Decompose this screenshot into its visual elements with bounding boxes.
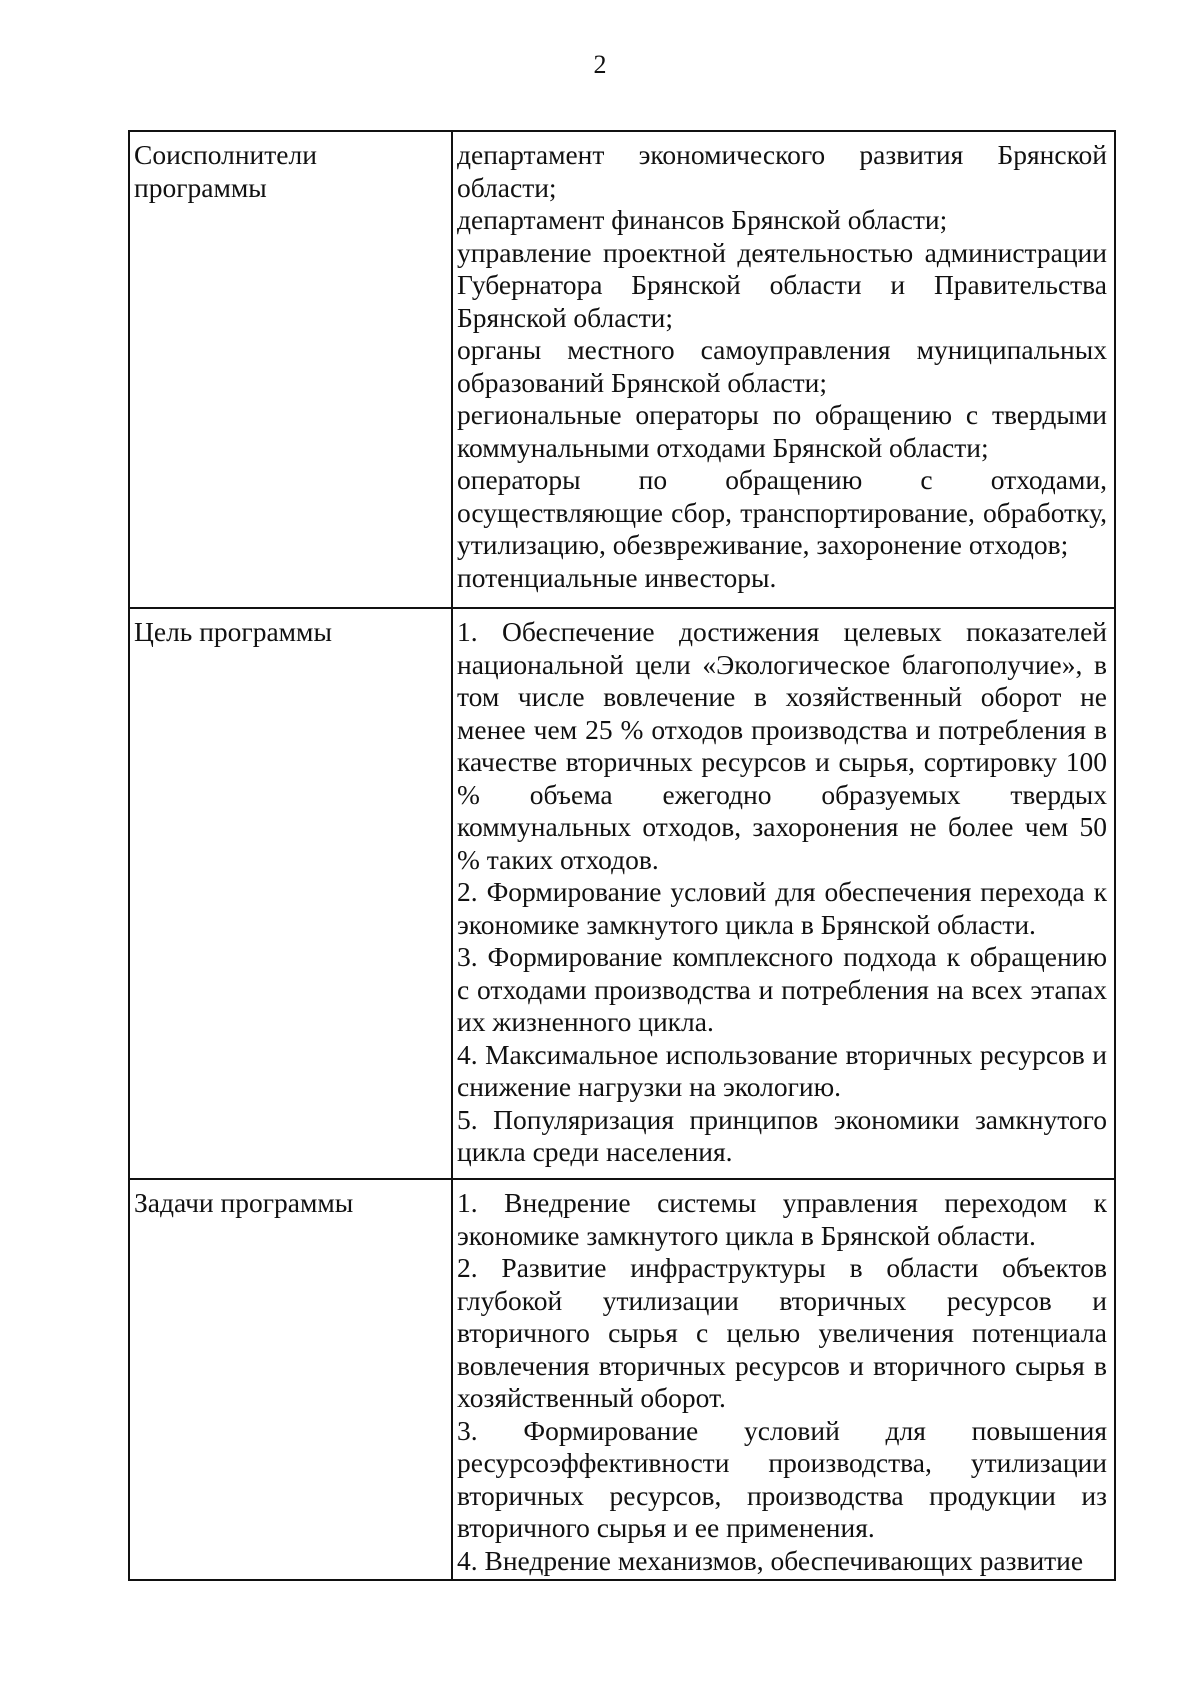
goal-item: 5. Популяризация принципов экономики замкнутого цикла среди населения.: [457, 1103, 1107, 1167]
table-row: [129, 131, 1115, 608]
table-row: [129, 1179, 1115, 1580]
row-content-tasks: [452, 1179, 1115, 1580]
goal-item: 1. Обеспечение достижения целевых показателей национальной цели «Экологическое благополучие», в том числе вовлечение в хозяйственный оборот не менее чем 25 % отходов производства и потребления в качестве вторичных ресурсов и сырья, сортировку 100 % объема ежегодно образуемых твердых коммунальных отходов, захоронения не более чем 50 % таких отходов.: [457, 616, 1107, 875]
task-item: 3. Формирование условий для повышения ресурсоэффективности производства, утилизации вторичных ресурсов, производства продукции из вторичного сырья и ее применения.: [457, 1414, 1107, 1543]
co-executor-item: потенциальные инвесторы.: [457, 561, 777, 593]
co-executor-item: региональные операторы по обращению с твердыми коммунальными отходами Брянской области;: [457, 399, 1107, 463]
row-label-tasks: Задачи программы: [129, 1179, 452, 1580]
row-content-co-executors: [452, 131, 1115, 608]
program-passport-table: [128, 130, 1116, 1581]
co-executor-item: операторы по обращению с отходами, осуществляющие сбор, транспортирование, обработку, утилизацию, обезвреживание, захоронение отходов;: [457, 464, 1107, 560]
row-label-co-executors: Соисполнители программы: [129, 131, 452, 608]
goal-item: 3. Формирование комплексного подхода к обращению с отходами производства и потребления на всех этапах их жизненного цикла.: [457, 941, 1107, 1037]
co-executor-item: управление проектной деятельностью администрации Губернатора Брянской области и Правительства Брянской области;: [457, 236, 1107, 333]
task-item: 4. Внедрение механизмов, обеспечивающих развитие: [457, 1544, 1084, 1576]
row-content-goal: [452, 608, 1115, 1179]
co-executor-item: органы местного самоуправления муниципальных образований Брянской области;: [457, 334, 1107, 398]
page-number: 2: [593, 50, 607, 79]
goal-item: 4. Максимальное использование вторичных ресурсов и снижение нагрузки на экологию.: [457, 1038, 1107, 1102]
co-executor-item: департамент экономического развития Брянской области;: [457, 139, 1107, 203]
co-executor-item: департамент финансов Брянской области;: [457, 204, 948, 235]
task-item: 2. Развитие инфраструктуры в области объектов глубокой утилизации вторичных ресурсов и вторичного сырья с целью увеличения потенциала вовлечения вторичных ресурсов и вторичного сырья в хозяйственный оборот.: [457, 1252, 1107, 1413]
table-row: [129, 608, 1115, 1179]
goal-item: 2. Формирование условий для обеспечения перехода к экономике замкнутого цикла в Брянской области.: [457, 876, 1107, 940]
task-item: 1. Внедрение системы управления переходом к экономике замкнутого цикла в Брянской области.: [457, 1187, 1107, 1251]
row-label-goal: Цель программы: [129, 608, 452, 1179]
